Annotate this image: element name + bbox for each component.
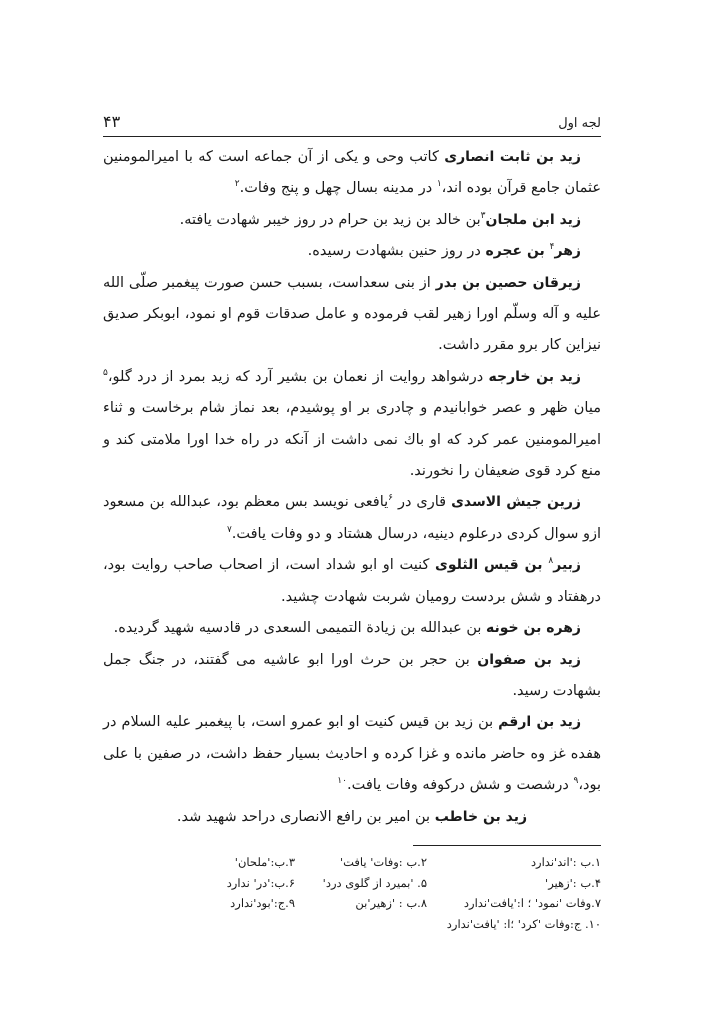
entry-text: در روز حنین بشهادت رسیده. [307,243,486,260]
entry-name: زرین جیش الاسدی [451,494,581,511]
entry-name: زهر [554,243,581,260]
footnote-marker: ۸ [548,556,554,567]
footnote-marker: ۵ [103,368,108,379]
footnote: ۶.ب:'در' ندارد [226,875,295,890]
entry-zayd-ibn-kharija [103,362,601,488]
footnote-marker: ۳ [480,210,486,221]
chapter-title: لجه اول [558,116,601,131]
footnote-row [103,873,601,894]
body-text [103,142,601,833]
footnote-row [103,914,601,935]
header-rule [103,136,601,137]
entry-text: درشواهد روایت از نعمان بن بشیر آرد که زید بمرد از درد گلو، [107,368,489,385]
footnote: ۷.وفات 'نمود' ؛ ا:'یافت'ندارد [463,896,601,910]
entry-text: از بنی سعداست، بسبب حسن صورت پیغمبر صلّی الله علیه و آله وسلّم اورا زهیر لقب فرموده و عامل صدقات قوم او نمود، ابوبکر صدیق نیزاین کار برو مقرر داشت. [103,274,601,354]
entry-name: زهره بن خونه [486,620,581,637]
footnotes [103,852,601,934]
footnote: ۴.ب :'زهیر' [545,875,601,890]
entry-name-cont: بن قیس الثلوی [435,557,549,574]
entry-text: یافعی نویسد بس معظم بود، عبدالله بن مسعود ازو سوال کردی درعلوم دینیه، درسال هشتاد و دو وفات یافت. [103,494,601,542]
entry-text: بن حجر بن حرث اورا ابو عاشیه می گفتند، در جنگ جمل بشهادت رسید. [103,651,601,699]
footnote-rule [413,845,601,846]
entry-zubayr-ibn-qays [103,550,601,613]
entry-text: کاتب وحی و یکی از آن جماعه است که با امیرالمومنین عثمان جامع قرآن بوده اند، [103,149,601,197]
footnote-marker: ۲ [234,179,240,190]
entry-zayd-ibn-arqam [103,707,601,801]
footnote-marker: ۹ [573,776,579,787]
entry-zahr-ibn-ajra [103,236,601,267]
entry-text: درشصت و شش درکوفه وفات یافت. [346,777,574,794]
entry-name: زید بن ثابت انصاری [444,149,581,165]
entry-name: زید بن صفوان [477,651,581,668]
footnote: ۵. 'بمیرد از گلوی درد' [322,875,427,890]
footnote: ۸.ب : 'زهیر'بن [355,896,427,910]
entry-name: زید بن خارجه [488,368,581,385]
entry-zibriqan [103,268,601,362]
running-header [103,112,601,134]
footnote-row [103,893,601,914]
entry-text: در مدینه بسال چهل و پنج وفات. [239,180,437,197]
entry-text: قاری در [393,494,452,511]
footnote: ۱.ب :'اند'ندارد [530,855,601,869]
footnote-marker: ۶ [388,493,394,504]
footnote: ۹.ج:'بود'ندارد [230,896,295,910]
footnote-marker: ۱ [436,179,442,190]
entry-text: بن امیر بن رافع الانصاری دراحد شهید شد. [176,808,435,825]
entry-name: زید بن ارقم [498,714,582,731]
entry-zuhra-ibn-khawna [103,613,601,644]
entry-name: زبیر [553,557,581,574]
entry-name: زید بن خاطب [434,808,528,825]
entry-zayd-ibn-miljan [103,205,601,236]
page-number: ۴۳ [103,112,121,131]
footnote: ۲.ب :وفات' یافت' [339,855,427,869]
entry-text: بن خالد بن زید بن حرام در روز خیبر شهادت یافته. [179,211,481,228]
entry-text: بن زید بن قیس کنیت او ابو عمرو است، با پیغمبر علیه السلام در هفده غز وه حاضر مانده و غزا کرده و احادیث بسیار حفظ داشت، در صفین با علی بود، [103,714,601,794]
entry-zayd-ibn-thabit [103,142,601,205]
footnote-row [103,852,601,873]
entry-zayd-ibn-safwan [103,645,601,708]
footnote-marker: ۷ [226,525,232,536]
footnote: ۱۰. ج:وفات 'کرد' ؛ا: 'یافت'ندارد [446,916,601,931]
entry-text: کنیت او ابو شداد است، از اصحاب صاحب روایت بود، درهفتاد و شش بردست رومیان شربت شهادت چشید. [103,557,601,605]
footnote-marker: ۴ [549,242,555,253]
entry-name: زید ابن ملجان [485,211,581,228]
entry-text: میان ظهر و عصر خوابانیدم و چادری بر او پوشیدم، بعد نماز شام برخاست و ثناء امیرالمومنین عمر کرد که او باك نمی داشت از آنکه در راه خدا اورا ملامتی کند و منع کرد قوی ضعیفان را نخورند. [103,400,601,480]
entry-name: زیرقان حصین بن بدر [435,274,581,291]
footnote-marker: ۱۰ [337,776,347,787]
entry-zirr-ibn-hubaysh [103,487,601,550]
entry-zayd-ibn-khattab [103,802,601,833]
entry-text: بن عبدالله بن زیادة التمیمی السعدی در قادسیه شهید گردیده. [113,620,487,637]
footnote: ۳.ب:'ملحان' [234,855,295,869]
entry-name-cont: بن عجره [485,243,550,260]
